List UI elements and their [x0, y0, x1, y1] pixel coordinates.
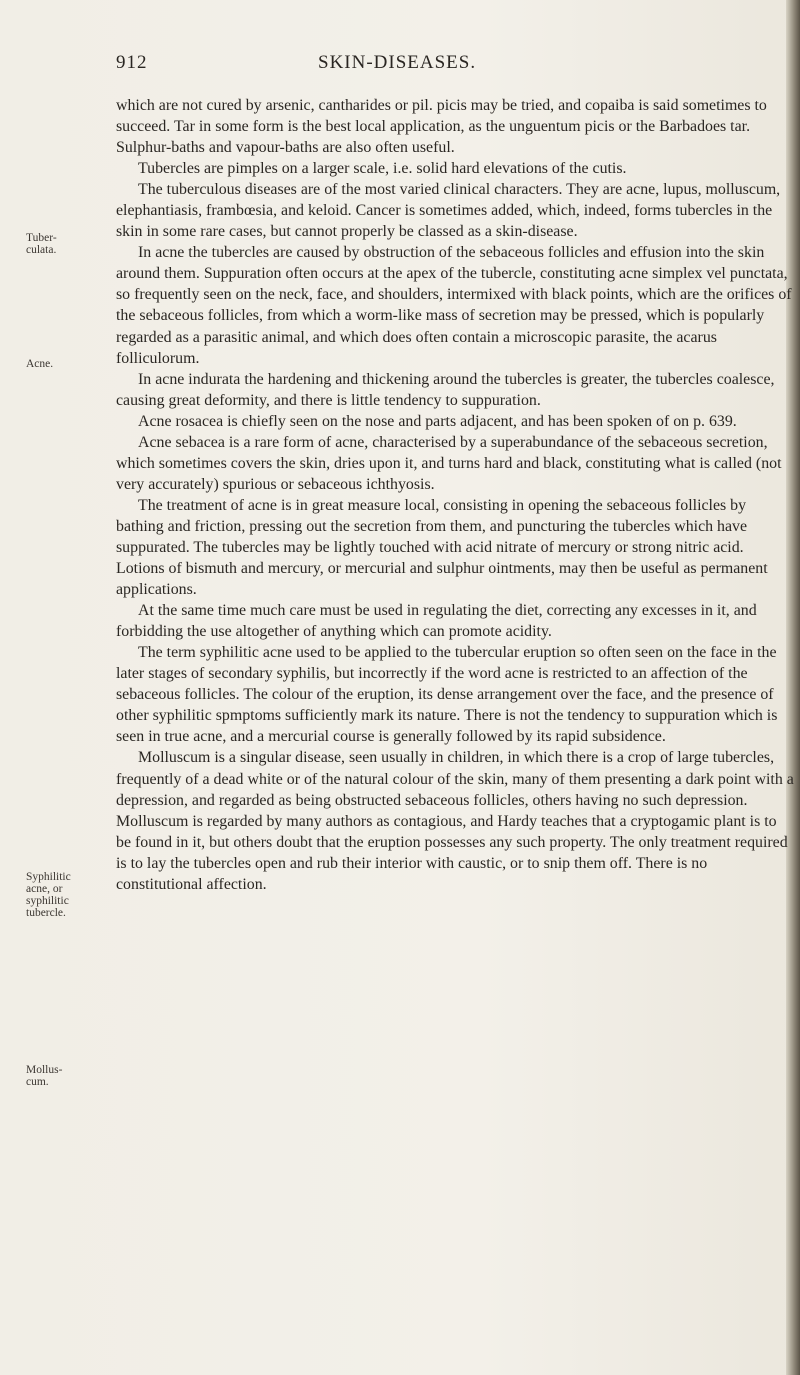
body-text [116, 95, 794, 895]
running-head: SKIN-DISEASES. [318, 52, 477, 73]
paragraph-molluscum: Molluscum is a singular disease, seen usually in children, in which there is a crop of large tubercles, frequently of a dead white or of the natural colour of the skin, many of them presenting a dark point with a depression, and regarded as being obstructed sebaceous follicles, others having no such depression. Molluscum is regarded by many authors as contagious, and Hardy teaches that a cryptogamic plant is to be found in it, but others doubt that the eruption possesses any such property. The only treatment required is to lay the tubercles open and rub their interior with caustic, or to snip them off. There is no constitutional affection. [116, 749, 794, 893]
margin-note-syphilitic [26, 871, 110, 919]
paragraph-acne-sebacea: Acne sebacea is a rare form of acne, characterised by a superabundance of the sebaceous secretion, which sometimes covers the skin, dries upon it, and turns hard and black, constituting what is called (not very accurately) spurious or sebaceous ichthyosis. [116, 433, 782, 493]
margin-note-text: Syphilitic acne, or syphilitic tubercle. [26, 871, 71, 919]
margin-note-acne [26, 358, 110, 370]
paragraph-acne-treatment: The treatment of acne is in great measure local, consisting in opening the sebaceous follicles by bathing and friction, pressing out the secretion from them, and puncturing the tubercles which have suppurated. The tubercles may be lightly touched with acid nitrate of mercury or strong nitric acid. Lotions of bismuth and mercury, or mercurial and sulphur ointments, may then be useful as permanent applications. [116, 496, 768, 599]
paragraph-tubercles-definition: Tubercles are pimples on a larger scale, i.e. solid hard elevations of the cutis. [138, 160, 627, 178]
margin-note-text: Mollus- cum. [26, 1064, 63, 1088]
paragraph-acne-indurata: In acne indurata the hardening and thickening around the tubercles is greater, the tubercles coalesce, causing great deformity, and there is little tendency to suppuration. [116, 370, 775, 409]
paragraph-syphilitic-acne: The term syphilitic acne used to be applied to the tubercular eruption so often seen on the face in the later stages of secondary syphilis, but incorrectly if the word acne is restricted to an affection of the sebaceous follicles. The colour of the eruption, its dense arrangement over the face, and the presence of other syphilitic spmptoms sufficiently mark its nature. There is not the tendency to suppuration which is seen in true acne, and a mercurial course is generally followed by its rapid subsidence. [116, 644, 778, 746]
paragraph-diet: At the same time much care must be used in regulating the diet, correcting any excesses in it, and forbidding the use altogether of anything which can promote acidity. [116, 602, 757, 641]
paragraph-tuberculous-diseases: The tuberculous diseases are of the most varied clinical characters. They are acne, lupus, molluscum, elephantiasis, frambœsia, and keloid. Cancer is sometimes added, which, indeed, forms tubercles in the skin in some rare cases, but cannot properly be classed as a skin-disease. [116, 181, 781, 241]
margin-note-text: Acne. [26, 358, 54, 370]
margin-note-molluscum [26, 1064, 110, 1088]
paragraph-continuation: which are not cured by arsenic, cantharides or pil. picis may be tried, and copaiba is said sometimes to succeed. Tar in some form is the best local application, as the unguentum picis or the Barbadoes tar. Sulphur-baths and vapour-baths are also often useful. [116, 97, 767, 157]
margin-note-text: Tuber- culata. [26, 232, 57, 256]
margin-note-tuberculata [26, 232, 110, 256]
paragraph-acne-rosacea: Acne rosacea is chiefly seen on the nose and parts adjacent, and has been spoken of on p. 639. [138, 412, 737, 430]
page-number: 912 [116, 52, 148, 73]
paragraph-acne: In acne the tubercles are caused by obstruction of the sebaceous follicles and effusion into the skin around them. Suppuration often occurs at the apex of the tubercle, constituting acne simplex vel punctata, so frequently seen on the neck, face, and shoulders, intermixed with black points, which are the orifices of the sebaceous follicles, from which a worm-like mass of secretion may be pressed, which is popularly regarded as a parasitic animal, and which does often contain a microscopic parasite, the acarus folliculorum. [116, 244, 792, 367]
